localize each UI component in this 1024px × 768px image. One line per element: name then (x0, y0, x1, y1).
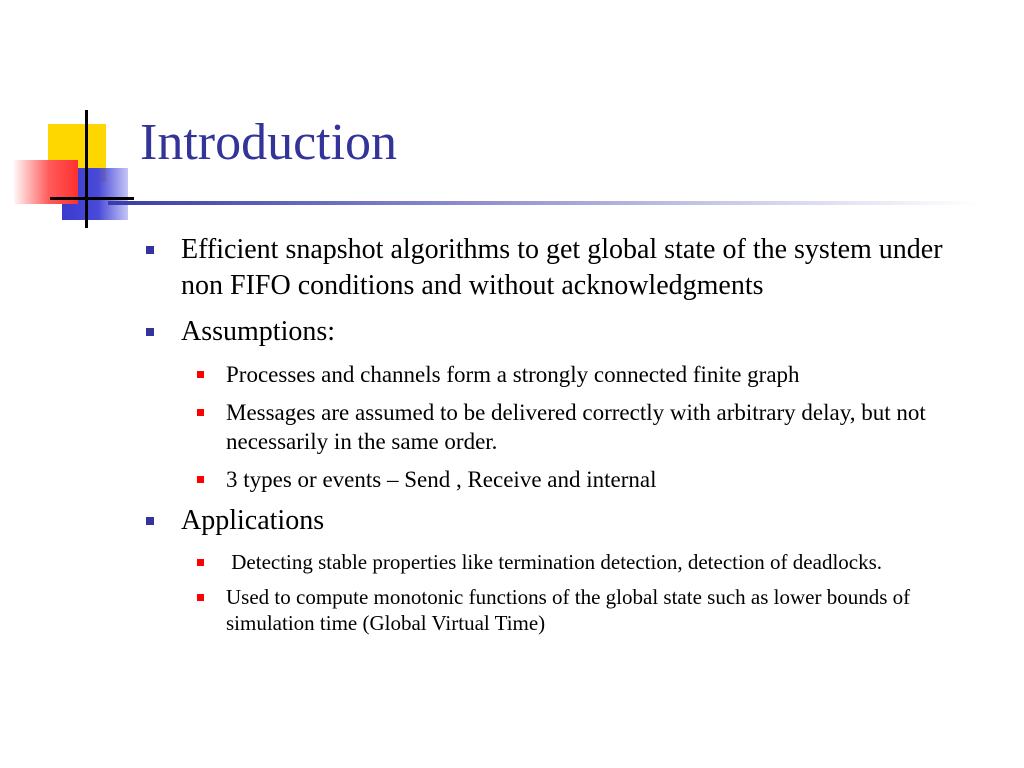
bullet-item (140, 503, 970, 539)
sub-bullet-item (140, 398, 970, 456)
bullet-text: Assumptions: (181, 316, 336, 347)
bullet-text: Applications (181, 505, 325, 536)
sub-bullet-item (140, 360, 970, 389)
sub-bullet-text: Used to compute monotonic functions of the global state such as lower bounds of simulation time (Global Virtual Time) (226, 585, 911, 635)
square-bullet-icon (146, 328, 154, 336)
sub-bullet-text: Detecting stable properties like termination detection, detection of deadlocks. (226, 550, 883, 574)
sub-bullet-text: 3 types or events – Send , Receive and internal (226, 467, 657, 492)
square-bullet-icon (197, 476, 204, 483)
sub-bullet-text: Processes and channels form a strongly connected finite graph (226, 362, 800, 387)
horizontal-line-shape (50, 197, 134, 200)
sub-bullet-item (140, 584, 970, 636)
square-bullet-icon (197, 594, 204, 601)
square-bullet-icon (197, 559, 204, 566)
bullet-item (140, 232, 970, 304)
vertical-line-shape (85, 110, 88, 228)
square-bullet-icon (197, 371, 204, 378)
square-bullet-icon (146, 517, 154, 525)
slide-title: Introduction (140, 114, 398, 171)
square-bullet-icon (197, 409, 204, 416)
bullet-item (140, 314, 970, 350)
decorative-logo (0, 0, 140, 230)
bullet-list (140, 232, 970, 645)
sub-bullet-item (140, 549, 970, 575)
square-bullet-icon (146, 246, 154, 254)
title-underline (108, 201, 978, 205)
bullet-text: Efficient snapshot algorithms to get global state of the system under non FIFO conditions and without acknowledgments (181, 234, 943, 301)
sub-bullet-text: Messages are assumed to be delivered correctly with arbitrary delay, but not necessarily in the same order. (226, 400, 926, 454)
sub-bullet-item (140, 465, 970, 494)
